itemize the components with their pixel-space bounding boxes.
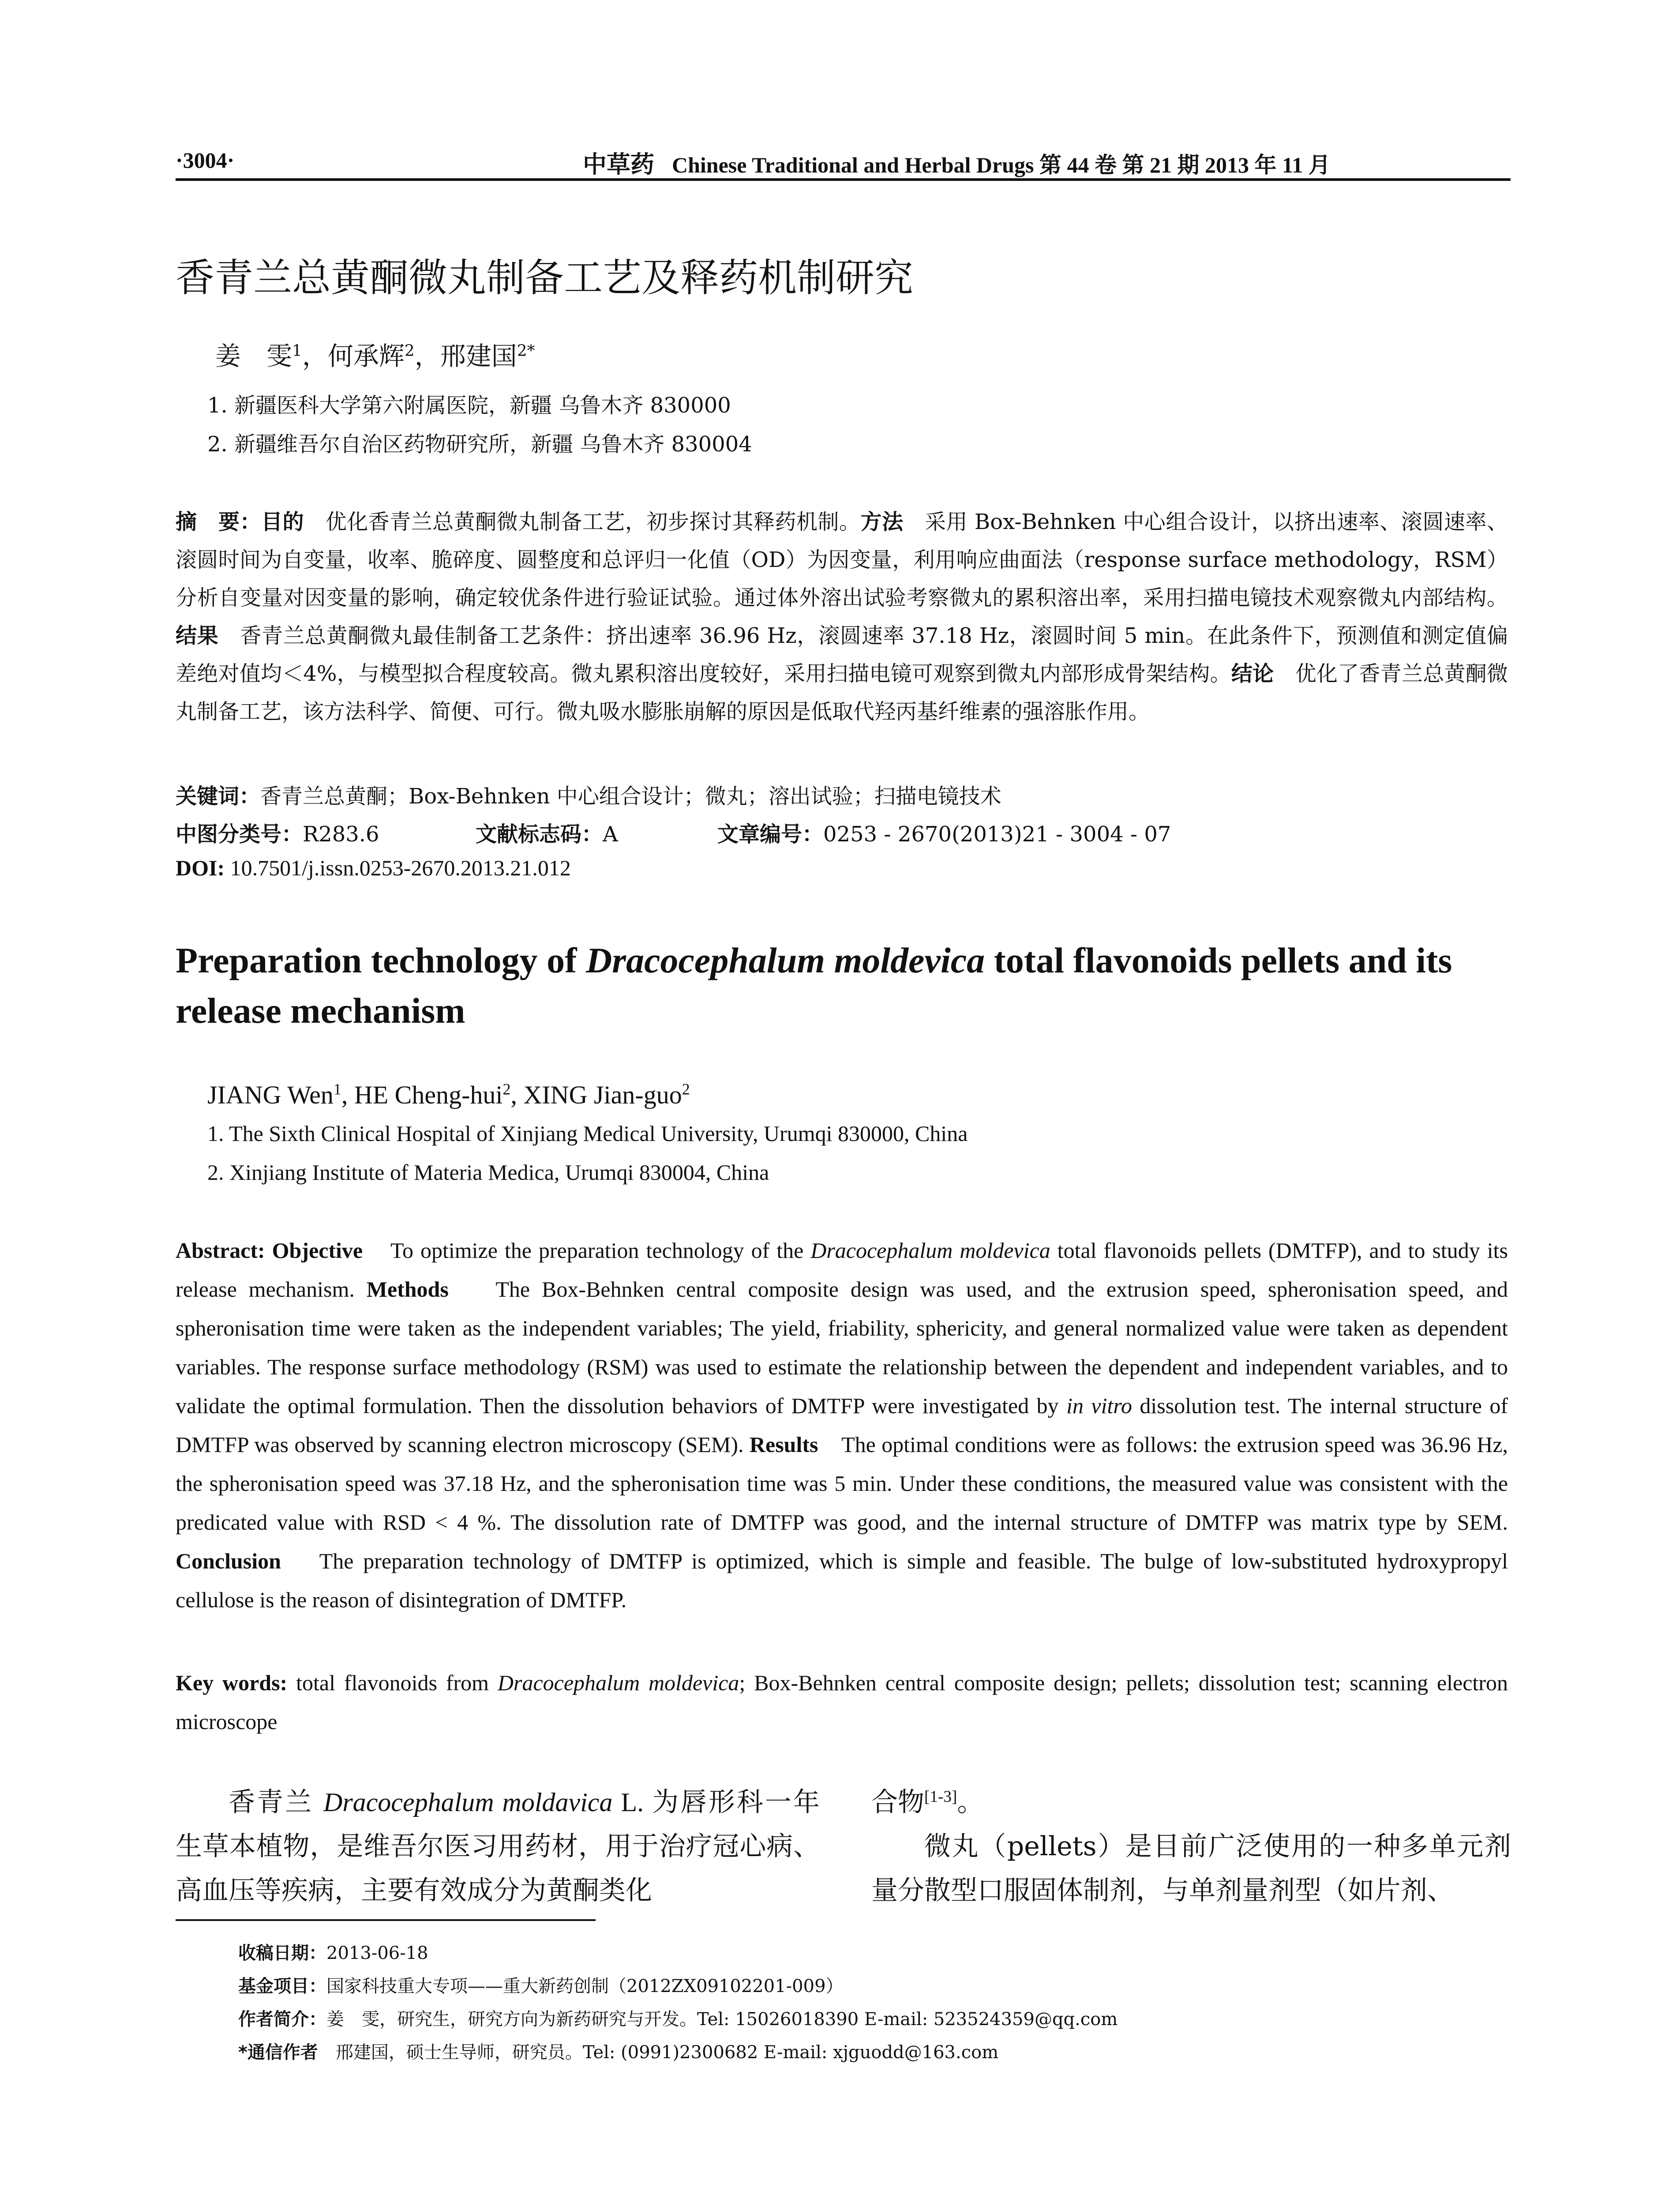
author-name: ，何承辉 [302,341,405,371]
keywords-label: 关键词： [176,784,261,809]
abstract-label: 摘 要： [176,510,262,534]
results-text: 香青兰总黄酮微丸最佳制备工艺条件：挤出速率 36.96 Hz，滚圆速率 37.18 Hz，滚圆时间 5 min。在此条件下，预测值和测定值偏差绝对值均＜4%，与模型拟合程度较高。微丸累积溶出度较好，采用扫描电镜可观察到微丸内部形成骨架结构。 [176,623,1508,686]
results-label: Results [749,1432,818,1457]
footnote-text: 国家科技重大专项——重大新药创制（2012ZX09102201-009） [326,1976,844,1996]
classification-line [176,817,1171,848]
english-affiliation: 1. The Sixth Clinical Hospital of Xinjiang Medical University, Urumqi 830000, China [207,1121,968,1146]
footnote-label: 基金项目： [238,1976,326,1996]
footnote-corresponding [238,2038,998,2063]
methods-text: The Box-Behnken central composite design was used, and the extrusion speed, spheronisation speed, and spheronisation time were taken as the independent variables; The yield, friability, sphericity, and general normalized value were taken as dependent variables. The response surface methodology (RSM) was used to estimate the relationship between the dependent and independent variables, and to validate the optimal formulation. Then the dissolution behaviors of DMTFP were investigated by [176,1277,1514,1418]
conclusion-label: Conclusion [176,1549,281,1573]
citation-ref[interactable]: [1-3] [924,1788,957,1806]
conclusion-text: The preparation technology of DMTFP is optimized, which is simple and feasible. The bulge of low-substituted hydroxypropyl cellulose is the reason of disintegration of DMTFP. [176,1549,1514,1612]
footnote-author [238,2005,1118,2030]
footnote-text: 姜 雯，研究生，研究方向为新药研究与开发。Tel: 15026018390 E-mail: 523524359@qq.com [326,2009,1118,2030]
footnote-fund [238,1972,844,1997]
author-name: JIANG Wen [207,1080,334,1109]
doc-code-label: 文献标志码： [476,822,603,847]
author-affiliation-mark: 2 [404,341,415,360]
footnote-label: 收稿日期： [238,1943,326,1963]
author-affiliation-mark: 1 [333,1080,341,1098]
author-affiliation-mark: 2* [517,341,535,360]
body-text: L. 为唇形科一年生草本植物，是维吾尔医习用药材，用于治疗冠心病、高血压等疾病，主要有效成分为黄酮类化 [176,1788,820,1905]
article-no-label: 文章编号： [717,822,824,847]
chinese-affiliation: 2. 新疆维吾尔自治区药物研究所，新疆 乌鲁木齐 830004 [207,432,752,457]
doc-code-item [476,817,618,848]
body-column-right [871,1780,1511,1913]
body-text: 合物 [871,1787,924,1818]
results-label: 结果 [176,623,219,648]
objective-text: 优化香青兰总黄酮微丸制备工艺，初步探讨其释药机制。 [304,510,861,534]
in-vitro-term: in vitro [1066,1393,1132,1418]
body-text: 香青兰 [229,1787,323,1818]
abstract-objective-label: Abstract: Objective [176,1238,363,1263]
species-name: Dracocephalum moldevica [497,1670,739,1695]
species-name: Dracocephalum moldevica [810,1238,1050,1263]
body-text: 。 [957,1787,984,1818]
author-affiliation-mark: 2 [502,1080,511,1098]
journal-logo: 中草药 [583,150,654,178]
doc-code-value: A [603,822,618,847]
body-paragraph [176,1780,820,1913]
author-affiliation-mark: 2 [682,1080,690,1098]
conclusion-text: 优化了香青兰总黄酮微丸制备工艺，该方法科学、简便、可行。微丸吸水膨胀崩解的原因是低取代羟丙基纤维素的强溶胀作用。 [176,661,1508,724]
chinese-title: 香青兰总黄酮微丸制备工艺及释药机制研究 [176,255,914,300]
journal-line [583,146,1331,180]
footnote-divider [176,1919,596,1921]
chinese-affiliation: 1. 新疆医科大学第六附属医院，新疆 乌鲁木齐 830000 [207,393,731,418]
journal-citation: Chinese Traditional and Herbal Drugs 第 44 卷 第 21 期 2013 年 11 月 [672,153,1331,177]
objective-text: To optimize the preparation technology of the [363,1238,811,1263]
objective-text: total flavonoids pellets (DMTFP), and to study its release mechanism. [176,1238,1508,1302]
author-affiliation-mark: 1 [292,341,302,360]
author-name: , XING Jian-guo [510,1080,682,1109]
body-column-left [176,1780,820,1913]
footnote-received [238,1939,428,1964]
footnote-label: 作者简介： [238,2009,326,2030]
clc-item [176,822,379,847]
author-name: , HE Cheng-hui [341,1080,503,1109]
chinese-abstract [176,503,1508,731]
article-no-value: 0253 - 2670(2013)21 - 3004 - 07 [823,822,1171,847]
english-authors [207,1080,690,1110]
keywords-label: Key words: [176,1670,288,1695]
english-abstract [176,1231,1514,1619]
author-name: 姜 雯 [215,341,292,371]
title-part: Preparation technology of [176,940,586,980]
chinese-keywords [176,779,1001,810]
methods-text: 采用 Box-Behnken 中心组合设计，以挤出速率、滚圆速率、滚圆时间为自变量，收率、脆碎度、圆整度和总评归一化值（OD）为因变量，利用响应曲面法（response surface methodology，RSM）分析自变量对因变量的影响，确定较优条件进行验证试验。通过体外溶出试验考察微丸的累积溶出率，采用扫描电镜技术观察微丸内部结构。 [176,510,1508,610]
body-text: 微丸（pellets）是目前广泛使用的一种多单元剂量分散型口服固体制剂，与单剂量剂型（如片剂、 [871,1831,1511,1906]
methods-label: Methods [366,1277,449,1302]
running-header [176,138,1511,181]
footnote-label: *通信作者 [238,2042,318,2063]
chinese-authors [215,335,535,372]
conclusion-label: 结论 [1231,661,1274,686]
title-part: total flavonoids pellets and its release mechanism [176,940,1452,1031]
footnote-text: 2013-06-18 [326,1943,428,1963]
doi-label: DOI: [176,855,225,880]
article-no-item [717,817,1171,848]
keywords-text: ; Box-Behnken central composite design; pellets; dissolution test; scanning electron microscope [176,1670,1508,1734]
clc-label: 中图分类号： [176,822,303,847]
results-text: The optimal conditions were as follows: the extrusion speed was 36.96 Hz, the spheronisation speed was 37.18 Hz, and the spheronisation time was 5 min. Under these conditions, the measured value was consistent with the predicated value with RSD < 4 %. The dissolution rate of DMTFP was good, and the internal structure of DMTFP was matrix type by SEM. [176,1432,1514,1534]
author-name: ，邢建国 [414,341,517,371]
page-number: ·3004· [176,148,235,173]
keywords-text: 香青兰总黄酮；Box-Behnken 中心组合设计；微丸；溶出试验；扫描电镜技术 [260,784,1001,809]
keywords-text: total flavonoids from [287,1670,498,1695]
objective-label: 目的 [261,510,304,534]
methods-label: 方法 [860,510,904,534]
footnote-text: 邢建国，硕士生导师，研究员。Tel: (0991)2300682 E-mail: xjguodd@163.com [318,2042,999,2063]
clc-value: R283.6 [303,822,379,847]
english-keywords [176,1663,1508,1741]
title-species: Dracocephalum moldevica [586,940,985,980]
species-name: Dracocephalum moldavica [323,1788,613,1817]
doi-line [176,855,571,881]
doi-value[interactable]: 10.7501/j.issn.0253-2670.2013.21.012 [225,855,571,880]
english-affiliation: 2. Xinjiang Institute of Materia Medica, Urumqi 830004, China [207,1160,769,1185]
body-paragraph [871,1780,1511,1824]
methods-text: dissolution test. The internal structure of DMTFP was observed by scanning electron microscopy (SEM). [176,1393,1508,1457]
body-paragraph [871,1824,1511,1913]
english-title [176,935,1508,1036]
